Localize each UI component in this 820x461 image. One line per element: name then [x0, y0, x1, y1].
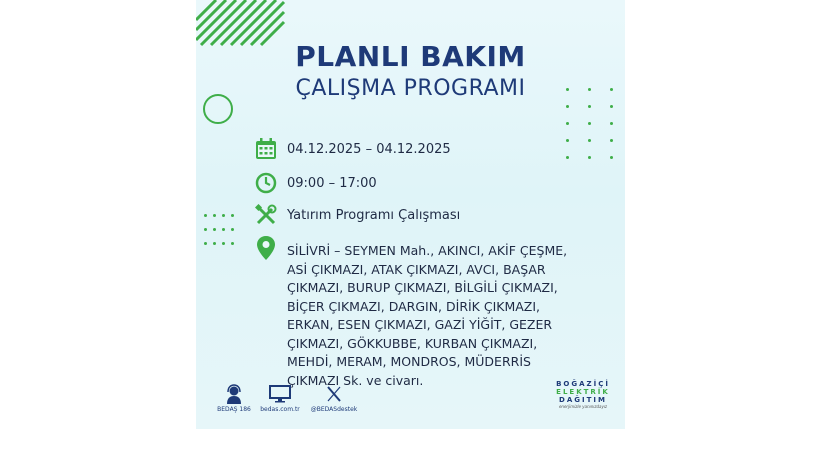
work-type-row [254, 203, 460, 227]
website-label: bedas.com.tr [260, 406, 300, 413]
location-row [254, 236, 287, 260]
date-range-text: 04.12.2025 – 04.12.2025 [287, 141, 451, 157]
social-label: @BEDASdestek [310, 406, 358, 413]
website-item[interactable] [258, 382, 302, 413]
address-line: ÇIKMAZI, BURUP ÇIKMAZI, BİLGİLİ ÇIKMAZI, [287, 280, 558, 295]
address-line: ÇIKMAZI, GÖKKUBBE, KURBAN ÇIKMAZI, [287, 335, 538, 351]
call-center-label: BEDAŞ 186 [217, 406, 251, 413]
footer-contacts [216, 382, 456, 427]
location-pin-icon [254, 236, 278, 260]
work-type-text: Yatırım Programı Çalışması [287, 207, 461, 223]
brand-line-2: ELEKTRİK [556, 388, 610, 396]
headset-icon [216, 382, 252, 406]
tools-icon [254, 203, 278, 227]
brand-line-3: DAĞITIM [559, 396, 607, 404]
address-line: ÇIKMAZI Sk. ve civarı. [287, 372, 424, 388]
page-subtitle: ÇALIŞMA PROGRAMI [295, 76, 526, 101]
address-line: ERKAN, ESEN ÇIKMAZI, GAZİ YİĞİT, GEZER [287, 317, 553, 332]
x-logo-icon [308, 382, 360, 406]
brand-line-1: BOĞAZİÇİ [556, 380, 610, 388]
date-row [254, 137, 451, 161]
address-line: MEHDİ, MERAM, MONDROS, MÜDERRİS [287, 354, 531, 369]
address-line: BİÇER ÇIKMAZI, DARGIN, DİRİK ÇIKMAZI, [287, 298, 541, 314]
clock-icon [254, 171, 278, 195]
brand-logo [553, 380, 613, 409]
call-center-item[interactable] [216, 382, 252, 413]
announcement-card [196, 0, 625, 429]
address-line: ASİ ÇIKMAZI, ATAK ÇIKMAZI, AVCI, BAŞAR [287, 261, 546, 277]
time-row [254, 171, 377, 195]
page-title: PLANLI BAKIM [295, 40, 526, 73]
brand-tagline: enerjimizle yanınızdayız [558, 404, 608, 409]
monitor-icon [258, 382, 302, 406]
address-block [287, 242, 587, 390]
time-range-text: 09:00 – 17:00 [287, 175, 377, 191]
calendar-icon [254, 137, 278, 161]
social-item[interactable] [308, 382, 360, 413]
address-line: SİLİVRİ – SEYMEN Mah., AKINCI, AKİF ÇEŞME, [287, 243, 568, 258]
